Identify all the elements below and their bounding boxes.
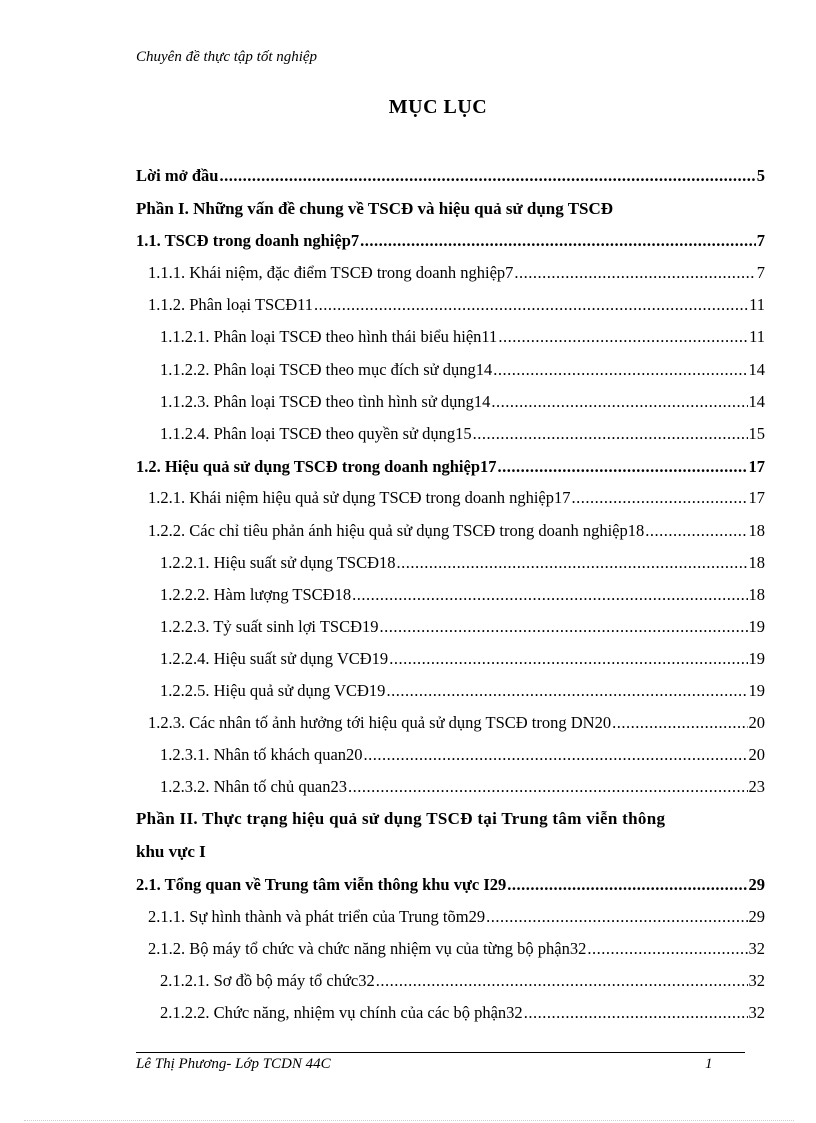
page-title: MỤC LỤC [388,96,488,118]
toc-entry[interactable] [148,905,765,929]
toc-leader-dots [514,261,755,285]
toc-entry-page: 19 [748,649,765,668]
toc-leader-dots [498,325,748,349]
toc-entry-page: 14 [748,392,765,411]
toc-entry[interactable] [160,647,765,671]
toc-leader-dots [360,229,756,253]
toc-leader-dots [486,905,747,929]
toc-part-heading-continued[interactable]: khu vực I [136,842,206,861]
toc-entry-page: 32 [748,971,765,990]
toc-leader-dots [498,455,748,479]
toc-entry[interactable] [160,551,765,575]
toc-entry-title: 1.2.2.2. Hàm lượng TSCĐ18 [160,585,352,604]
toc-entry[interactable] [160,743,765,767]
running-header: Chuyên đề thực tập tốt nghiệp [136,49,318,65]
toc-entry[interactable] [136,455,765,479]
toc-entry[interactable] [136,229,765,253]
toc-entry-title: 1.2.2.5. Hiệu quả sử dụng VCĐ19 [160,681,386,700]
footer-page-number: 1 [705,1056,713,1072]
page-bottom-edge [24,1120,794,1121]
toc-leader-dots [348,775,748,799]
toc-entry-page: 20 [748,745,765,764]
toc-entry[interactable] [160,358,765,382]
toc-leader-dots [376,969,748,993]
toc-leader-dots [219,164,755,188]
toc-entry-title: 1.2.1. Khái niệm hiệu quả sử dụng TSCĐ trong doanh nghiệp17 [148,488,571,507]
toc-leader-dots [645,519,747,543]
toc-entry-page: 23 [748,777,765,796]
toc-entry[interactable] [148,711,765,735]
toc-part-heading[interactable]: Phần I. Những vấn đề chung về TSCĐ và hiệu quả sử dụng TSCĐ [136,199,614,218]
toc-entry[interactable] [148,519,765,543]
toc-entry[interactable] [160,615,765,639]
toc-entry[interactable] [136,873,765,897]
toc-entry-page: 32 [748,1003,765,1022]
toc-leader-dots [389,647,747,671]
toc-entry-page: 29 [748,875,765,894]
toc-entry-page: 18 [748,553,765,572]
toc-entry-title: 2.1.1. Sự hình thành và phát triển của Trung tõm29 [148,907,486,926]
toc-entry-page: 17 [748,457,765,476]
toc-entry-title: 2.1.2.2. Chức năng, nhiệm vụ chính của các bộ phận32 [160,1003,523,1022]
toc-leader-dots [364,743,748,767]
toc-leader-dots [380,615,748,639]
toc-entry-page: 14 [748,360,765,379]
toc-entry-title: 2.1.2. Bộ máy tổ chức và chức năng nhiệm vụ của từng bộ phận32 [148,939,587,958]
toc-entry-title: 1.2.2.1. Hiệu suất sử dụng TSCĐ18 [160,553,396,572]
toc-entry-title: 2.1.2.1. Sơ đồ bộ máy tổ chức32 [160,971,375,990]
toc-entry-title: 1.1.2. Phân loại TSCĐ11 [148,295,314,314]
toc-entry-title: 1.2.2. Các chỉ tiêu phản ánh hiệu quả sử dụng TSCĐ trong doanh nghiệp18 [148,521,645,540]
toc-entry-title: 2.1. Tổng quan về Trung tâm viễn thông khu vực I29 [136,875,507,894]
toc-entry-page: 15 [748,424,765,443]
footer-rule [136,1052,745,1053]
toc-entry[interactable] [148,261,765,285]
toc-entry-title: 1.2.2.4. Hiệu suất sử dụng VCĐ19 [160,649,389,668]
toc-part-heading[interactable]: Phần II. Thực trạng hiệu quả sử dụng TSCĐ tại Trung tâm viễn thông [136,809,666,828]
toc-leader-dots [352,583,747,607]
toc-entry-title: 1.1. TSCĐ trong doanh nghiệp7 [136,231,360,250]
toc-entry-page: 11 [749,327,765,346]
toc-leader-dots [507,873,747,897]
toc-entry-title: 1.2.2.3. Tỷ suất sinh lợi TSCĐ19 [160,617,379,636]
toc-entry-title: 1.2.3.1. Nhân tố khách quan20 [160,745,363,764]
toc-leader-dots [612,711,747,735]
toc-leader-dots [386,679,747,703]
toc-entry-page: 32 [748,939,765,958]
toc-entry[interactable] [160,422,765,446]
toc-entry[interactable] [148,293,765,317]
toc-entry-title: 1.2.3. Các nhân tố ảnh hưởng tới hiệu quả sử dụng TSCĐ trong DN20 [148,713,612,732]
toc-entry[interactable] [160,390,765,414]
toc-entry-page: 17 [748,488,765,507]
toc-entry[interactable] [160,583,765,607]
toc-entry-page: 29 [748,907,765,926]
toc-entry-title: 1.1.2.3. Phân loại TSCĐ theo tình hình sử dụng14 [160,392,491,411]
toc-entry-page: 7 [756,263,765,282]
toc-entry-page: 5 [756,166,765,185]
toc-leader-dots [524,1001,748,1025]
toc-entry-page: 19 [748,617,765,636]
toc-entry-page: 7 [756,231,765,250]
toc-entry-title: Lời mở đầu [136,166,219,185]
toc-leader-dots [587,937,747,961]
toc-entry-page: 18 [748,521,765,540]
toc-leader-dots [473,422,748,446]
toc-entry-page: 11 [749,295,765,314]
toc-entry-page: 19 [748,681,765,700]
toc-entry-title: 1.1.2.4. Phân loại TSCĐ theo quyền sử dụng15 [160,424,472,443]
toc-leader-dots [314,293,748,317]
toc-entry-title: 1.2.3.2. Nhân tố chủ quan23 [160,777,347,796]
toc-entry[interactable] [160,1001,765,1025]
toc-leader-dots [493,358,747,382]
footer-author: Lê Thị Phương- Lớp TCDN 44C [136,1056,331,1072]
toc-entry-title: 1.1.1. Khái niệm, đặc điểm TSCĐ trong doanh nghiệp7 [148,263,514,282]
toc-entry-title: 1.2. Hiệu quả sử dụng TSCĐ trong doanh nghiệp17 [136,457,497,476]
toc-entry[interactable] [148,486,765,510]
toc-entry-title: 1.1.2.1. Phân loại TSCĐ theo hình thái biểu hiện11 [160,327,498,346]
toc-entry[interactable] [148,937,765,961]
toc-entry-title: 1.1.2.2. Phân loại TSCĐ theo mục đích sử dụng14 [160,360,493,379]
toc-leader-dots [397,551,748,575]
toc-entry-page: 20 [748,713,765,732]
toc-entry[interactable] [160,969,765,993]
toc-entry[interactable] [136,164,765,188]
toc-leader-dots [571,486,747,510]
toc-leader-dots [491,390,747,414]
toc-entry[interactable] [160,775,765,799]
toc-entry[interactable] [160,325,765,349]
toc-entry-page: 18 [748,585,765,604]
toc-entry[interactable] [160,679,765,703]
